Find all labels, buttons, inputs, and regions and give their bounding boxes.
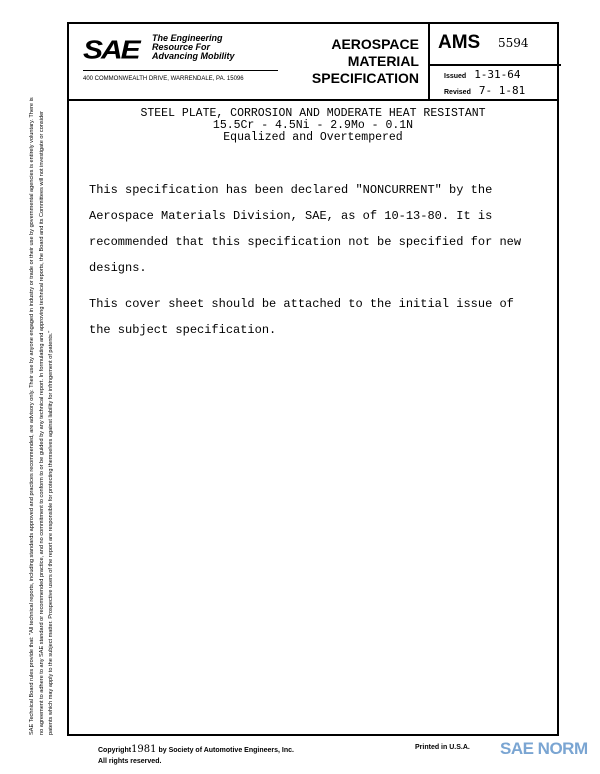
revised-date: 7- 1-81 <box>478 84 526 97</box>
rights-text: All rights reserved. <box>98 758 162 765</box>
copyright-holder: by Society of Automotive Engineers, Inc. <box>158 747 294 754</box>
ams-label: AMS <box>438 32 481 53</box>
divider <box>83 70 278 71</box>
title-line: MATERIAL <box>347 53 419 69</box>
printed-in: Printed in U.S.A. <box>415 744 470 751</box>
disclaimer-note: SAE Technical Board rules provide that: "All technical reports, including standards approved and practices recommended, are advisory only. Their use by anyone engaged in industry or trade or their use by governmental agencies is entirely voluntary. There is no agreement to adhere to any SAE standard or recommended practice, and no commitment to conform to or be guided by any technical report. In formulating and approving technical reports, the Board and its Committees will not investigate or consider patents which may apply to the subject matter. Prospective users of the report are responsible for protecting themselves against liability for infringement of patents." <box>29 97 54 735</box>
issued-label: Issued <box>444 73 467 80</box>
paragraph: This cover sheet should be attached to the initial issue of the subject specification. <box>89 297 514 337</box>
body-text <box>89 177 539 353</box>
title-line: SPECIFICATION <box>311 70 419 86</box>
copyright-year: 1981 <box>131 744 157 755</box>
ams-box <box>428 24 561 99</box>
revised-label: Revised <box>444 89 471 96</box>
tagline-line: The Engineering <box>152 33 223 43</box>
tagline-line: Resource For <box>152 42 211 52</box>
copyright <box>98 744 294 767</box>
document-frame <box>67 22 559 736</box>
address: 400 COMMONWEALTH DRIVE, WARRENDALE, PA. 15096 <box>83 76 244 82</box>
copyright-label: Copyright <box>98 747 132 754</box>
divider <box>430 64 561 66</box>
subject-line: Equalized and Overtempered <box>223 131 403 144</box>
subject-line: 15.5Cr - 4.5Ni - 2.9Mo - 0.1N <box>212 119 414 132</box>
dates <box>444 68 525 100</box>
tagline <box>152 34 235 61</box>
subject-title <box>69 108 557 144</box>
sae-logo: SAE <box>83 36 139 65</box>
watermark: SAE NORM <box>500 739 588 758</box>
doc-type-title <box>289 36 419 87</box>
issued-date: 1-31-64 <box>474 68 521 81</box>
title-line: AEROSPACE <box>331 36 419 52</box>
header <box>69 24 557 101</box>
tagline-line: Advancing Mobility <box>152 51 235 61</box>
ams-number: 5594 <box>498 36 529 50</box>
paragraph: This specification has been declared "NONCURRENT" by the Aerospace Materials Division, SAE, as of 10-13-80. It is recommended that this specification not be specified for new designs. <box>89 183 522 275</box>
subject-line: STEEL PLATE, CORROSION AND MODERATE HEAT RESISTANT <box>140 107 486 120</box>
